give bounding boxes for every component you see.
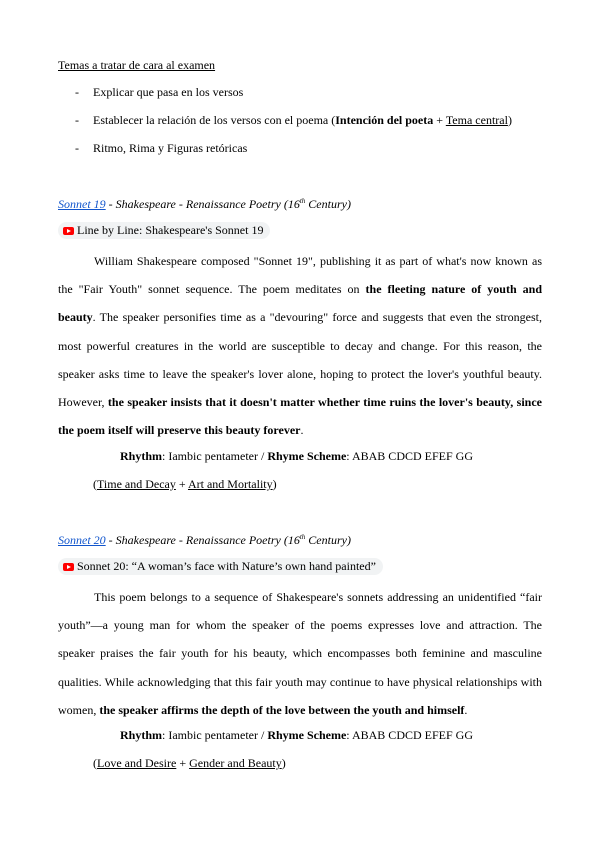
theme-link[interactable]: Time and Decay bbox=[97, 477, 176, 491]
sonnet-19-link[interactable]: Sonnet 19 bbox=[58, 197, 106, 211]
exam-topics-title: Temas a tratar de cara al examen bbox=[58, 58, 216, 72]
bullet-item-3: Ritmo, Rima y Figuras retóricas bbox=[93, 141, 248, 155]
paragraph-line: qualities. While acknowledging that this fair youth may continue to have physical relationships with bbox=[58, 674, 542, 689]
youtube-icon bbox=[63, 227, 74, 235]
sonnet-19-summary bbox=[58, 247, 542, 444]
video-chip-label: Line by Line: Shakespeare's Sonnet 19 bbox=[77, 223, 264, 237]
sonnet-20-heading: Sonnet 20 - Shakespeare - Renaissance Poetry (16th Century) bbox=[58, 533, 351, 547]
paragraph-line: This poem belongs to a sequence of Shakespeare's sonnets addressing an unidentified “fair bbox=[94, 590, 542, 604]
video-chip-sonnet-20[interactable] bbox=[58, 558, 383, 575]
sonnet-20-summary bbox=[58, 583, 542, 724]
sonnet-19-heading: Sonnet 19 - Shakespeare - Renaissance Poetry (16th Century) bbox=[58, 197, 351, 211]
paragraph-line: most powerful creatures in the world are susceptible to decay and change. For this reason, the bbox=[58, 338, 542, 353]
video-chip-sonnet-19[interactable] bbox=[58, 222, 270, 239]
bullet-item-2: Establecer la relación de los versos con el poema (Intención del poeta + Tema central) bbox=[93, 113, 512, 127]
bullet-dash: - bbox=[75, 113, 79, 127]
bullet-item-1: Explicar que pasa en los versos bbox=[93, 85, 244, 99]
video-chip-label: Sonnet 20: “A woman’s face with Nature’s own hand painted” bbox=[77, 559, 376, 573]
tema-central-link[interactable]: Tema central bbox=[445, 113, 508, 127]
sonnet-20-rhythm: Rhythm: Iambic pentameter / Rhyme Scheme: ABAB CDCD EFEF GG bbox=[120, 728, 473, 742]
paragraph-line: youth”—a young man for whom the speaker of the poems expresses love and attraction. The bbox=[58, 618, 542, 633]
youtube-icon bbox=[63, 563, 74, 571]
paragraph-line: the poem itself will preserve this beauty forever. bbox=[58, 423, 304, 438]
theme-link[interactable]: Love and Desire bbox=[97, 756, 177, 770]
paragraph-line: speaker asks time to leave the speaker's lover alone, hoping to protect the lover's youthful beauty. bbox=[58, 366, 542, 381]
bullet-dash: - bbox=[75, 85, 79, 99]
sonnet-20-link[interactable]: Sonnet 20 bbox=[58, 533, 106, 547]
theme-link[interactable]: Art and Mortality bbox=[187, 477, 273, 491]
paragraph-line: beauty. The speaker personifies time as a "devouring" force and suggests that even the strongest, bbox=[58, 310, 542, 325]
theme-link[interactable]: Gender and Beauty bbox=[189, 756, 282, 770]
sonnet-19-themes: (Time and Decay + Art and Mortality) bbox=[93, 477, 277, 491]
paragraph-line: the "Fair Youth" sonnet sequence. The poem meditates on the fleeting nature of youth and bbox=[58, 282, 543, 297]
sonnet-19-rhythm: Rhythm: Iambic pentameter / Rhyme Scheme: ABAB CDCD EFEF GG bbox=[120, 449, 473, 463]
paragraph-line: women, the speaker affirms the depth of the love between the youth and himself. bbox=[58, 702, 468, 717]
paragraph-line: William Shakespeare composed "Sonnet 19", publishing it as part of what's now known as bbox=[94, 254, 542, 268]
sonnet-20-themes: (Love and Desire + Gender and Beauty) bbox=[93, 756, 286, 770]
bullet-dash: - bbox=[75, 141, 79, 155]
paragraph-line: However, the speaker insists that it doesn't matter whether time ruins the lover's beauty, since bbox=[58, 394, 542, 409]
paragraph-line: speaker praises the fair youth for his beauty, which encompasses both feminine and masculine bbox=[58, 646, 542, 661]
